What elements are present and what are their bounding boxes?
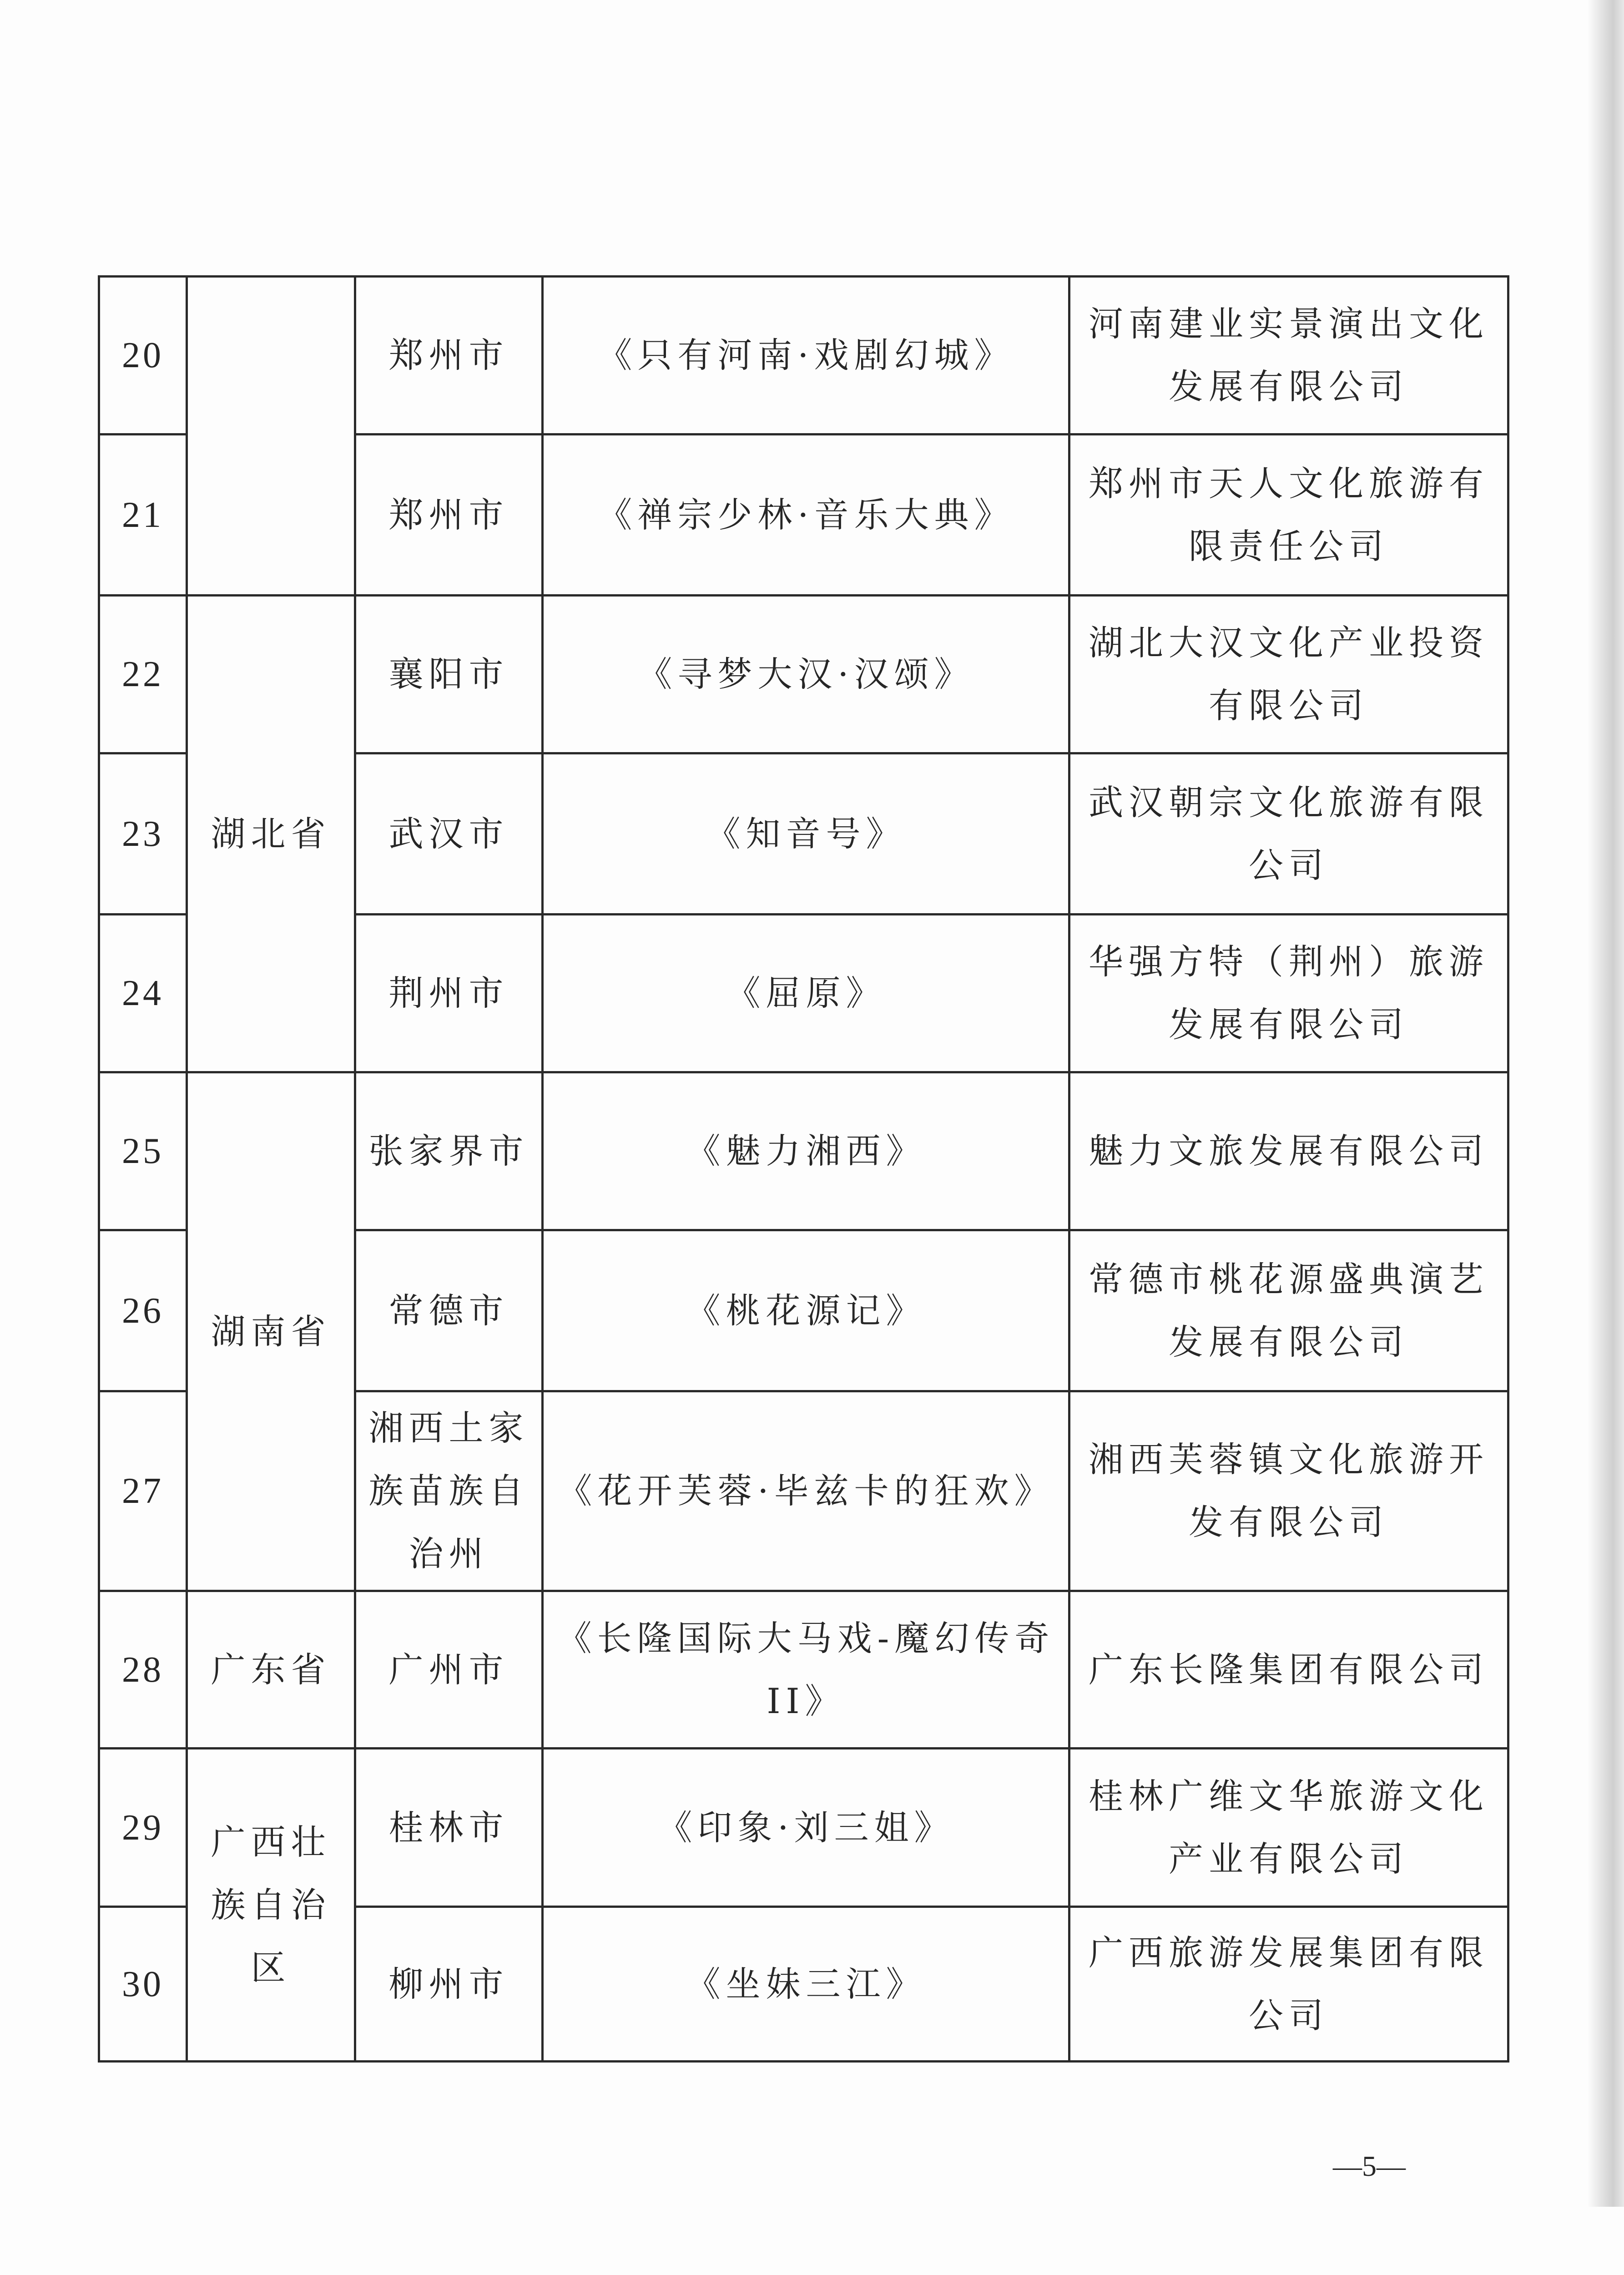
company-cell: 桂林广维文华旅游文化产业有限公司 xyxy=(1069,1749,1508,1907)
city-cell: 郑州市 xyxy=(355,435,543,596)
table-row xyxy=(99,1749,1508,1907)
row-number: 26 xyxy=(99,1230,187,1391)
table-row xyxy=(99,1072,1508,1230)
city-cell: 武汉市 xyxy=(355,753,543,915)
province-cell: 广东省 xyxy=(187,1591,355,1749)
show-cell: 《寻梦大汉·汉颂》 xyxy=(543,596,1069,753)
show-cell: 《坐妹三江》 xyxy=(543,1907,1069,2062)
row-number: 23 xyxy=(99,753,187,915)
company-cell: 广西旅游发展集团有限公司 xyxy=(1069,1907,1508,2062)
table-row xyxy=(99,277,1508,435)
city-cell: 柳州市 xyxy=(355,1907,543,2062)
city-cell: 荆州市 xyxy=(355,915,543,1072)
row-number: 21 xyxy=(99,435,187,596)
company-cell: 武汉朝宗文化旅游有限公司 xyxy=(1069,753,1508,915)
show-cell: 《长隆国际大马戏-魔幻传奇II》 xyxy=(543,1591,1069,1749)
company-cell: 魅力文旅发展有限公司 xyxy=(1069,1072,1508,1230)
row-number: 30 xyxy=(99,1907,187,2062)
show-cell: 《知音号》 xyxy=(543,753,1069,915)
table-row xyxy=(99,1591,1508,1749)
province-cell: 湖北省 xyxy=(187,596,355,1072)
show-cell: 《魅力湘西》 xyxy=(543,1072,1069,1230)
row-number: 27 xyxy=(99,1391,187,1591)
company-cell: 郑州市天人文化旅游有限责任公司 xyxy=(1069,435,1508,596)
row-number: 29 xyxy=(99,1749,187,1907)
company-cell: 华强方特（荆州）旅游发展有限公司 xyxy=(1069,915,1508,1072)
row-number: 28 xyxy=(99,1591,187,1749)
company-cell: 湘西芙蓉镇文化旅游开发有限公司 xyxy=(1069,1391,1508,1591)
company-cell: 河南建业实景演出文化发展有限公司 xyxy=(1069,277,1508,435)
page-number: —5— xyxy=(1333,2150,1406,2182)
row-number: 24 xyxy=(99,915,187,1072)
show-cell: 《只有河南·戏剧幻城》 xyxy=(543,277,1069,435)
show-cell: 《花开芙蓉·毕兹卡的狂欢》 xyxy=(543,1391,1069,1591)
city-cell: 桂林市 xyxy=(355,1749,543,1907)
project-table xyxy=(98,275,1509,2063)
company-cell: 湖北大汉文化产业投资有限公司 xyxy=(1069,596,1508,753)
show-cell: 《禅宗少林·音乐大典》 xyxy=(543,435,1069,596)
show-cell: 《屈原》 xyxy=(543,915,1069,1072)
row-number: 22 xyxy=(99,596,187,753)
province-cell: 广西壮族自治区 xyxy=(187,1749,355,2062)
company-cell: 常德市桃花源盛典演艺发展有限公司 xyxy=(1069,1230,1508,1391)
city-cell: 张家界市 xyxy=(355,1072,543,1230)
show-cell: 《桃花源记》 xyxy=(543,1230,1069,1391)
city-cell: 湘西土家族苗族自治州 xyxy=(355,1391,543,1591)
province-cell-empty xyxy=(187,277,355,596)
city-cell: 广州市 xyxy=(355,1591,543,1749)
company-cell: 广东长隆集团有限公司 xyxy=(1069,1591,1508,1749)
table-row xyxy=(99,596,1508,753)
row-number: 20 xyxy=(99,277,187,435)
city-cell: 郑州市 xyxy=(355,277,543,435)
show-cell: 《印象·刘三姐》 xyxy=(543,1749,1069,1907)
city-cell: 襄阳市 xyxy=(355,596,543,753)
city-cell: 常德市 xyxy=(355,1230,543,1391)
scan-edge xyxy=(1588,0,1624,2207)
row-number: 25 xyxy=(99,1072,187,1230)
province-cell: 湖南省 xyxy=(187,1072,355,1591)
